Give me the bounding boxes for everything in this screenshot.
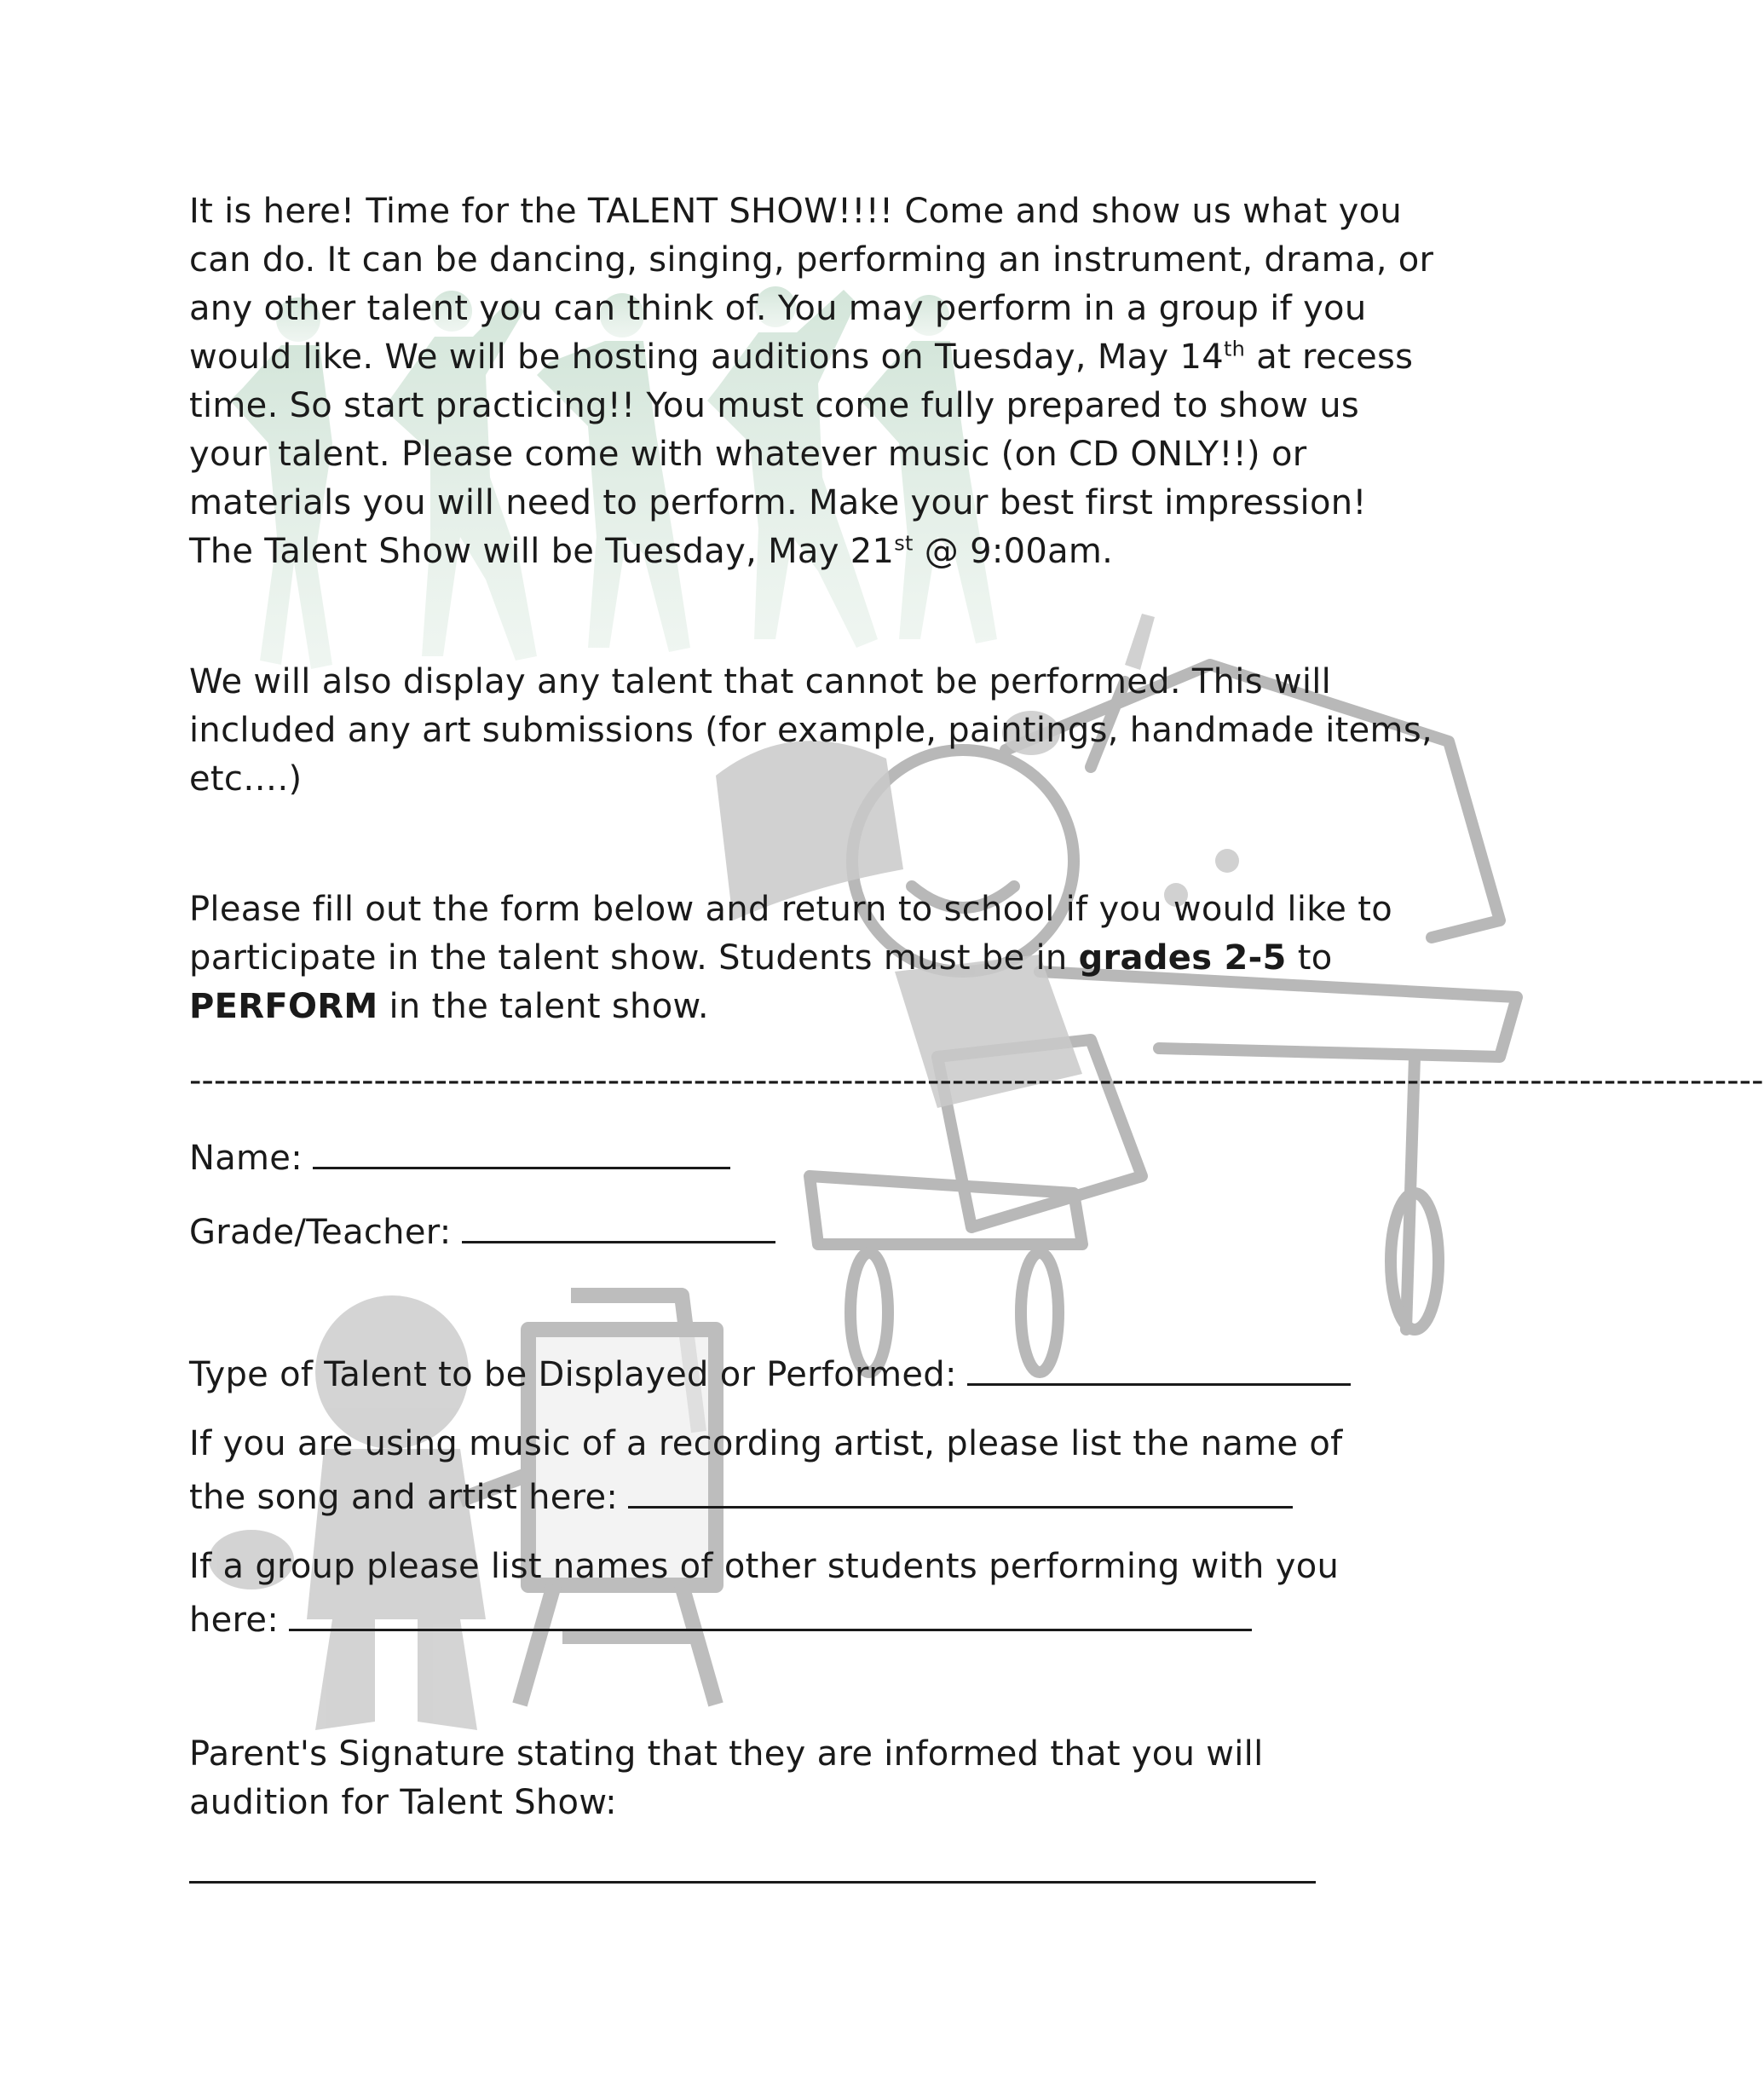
grades-emphasis: grades 2-5 [1078,938,1287,978]
group-label: If a group please list names of other students performing with you here: [189,1547,1340,1640]
group-blank[interactable] [289,1591,1252,1631]
display-note: We will also display any talent that cannot be performed. This will included any art submissions (for example, paintings, handmade items, etc….) [189,662,1433,799]
grade-teacher-field [189,1203,1442,1257]
perform-emphasis: PERFORM [189,987,378,1026]
name-blank[interactable] [313,1129,730,1169]
signature-prompt: Parent's Signature stating that they are informed that you will audition for Talent Show: [189,1734,1264,1822]
music-field [189,1420,1365,1522]
grade-teacher-label: Grade/Teacher: [189,1213,452,1252]
grade-teacher-blank[interactable] [462,1203,775,1243]
instructions-text-2: to [1286,938,1333,978]
name-field [189,1129,1442,1183]
music-label: If you are using music of a recording artist, please list the name of the song and artist here: [189,1424,1343,1517]
intro-text-1: It is here! Time for the TALENT SHOW!!!! Come and show us what you can do. It can be dancing, singing, performing an instrument, drama, or any other talent you can think of. You may perform in a group if you would like. We will be hosting auditions on Tuesday, May 14 [189,192,1434,377]
signature-line[interactable] [189,1878,1316,1884]
flyer-content [189,188,1764,1884]
talent-type-blank[interactable] [967,1346,1351,1386]
intro-text-2: at recess time. So start practicing!! You must come fully prepared to show us your talent. Please come with whatever music (on CD ONLY!!) or materials you will need to perform. Make your best first impression! The Talent Show will be Tuesday, May 21 [189,338,1414,571]
talent-type-label: Type of Talent to be Displayed or Performed: [189,1355,957,1394]
instructions-text-1: Please fill out the form below and return to school if you would like to participate in the talent show. Students must be in [189,890,1392,978]
intro-sup-1: th [1223,337,1246,361]
music-blank[interactable] [628,1468,1293,1509]
intro-sup-2: st [894,531,914,556]
instructions-text-3: in the talent show. [378,987,709,1026]
intro-paragraph [189,188,1442,576]
talent-type-field [189,1346,1442,1399]
intro-text-3: @ 9:00am. [913,532,1114,571]
instructions-paragraph [189,886,1442,1031]
group-field [189,1543,1399,1645]
name-label: Name: [189,1139,303,1178]
cut-line-divider: -------------------------------------------------------------------------------------------------------------------------------- [189,1061,1764,1100]
